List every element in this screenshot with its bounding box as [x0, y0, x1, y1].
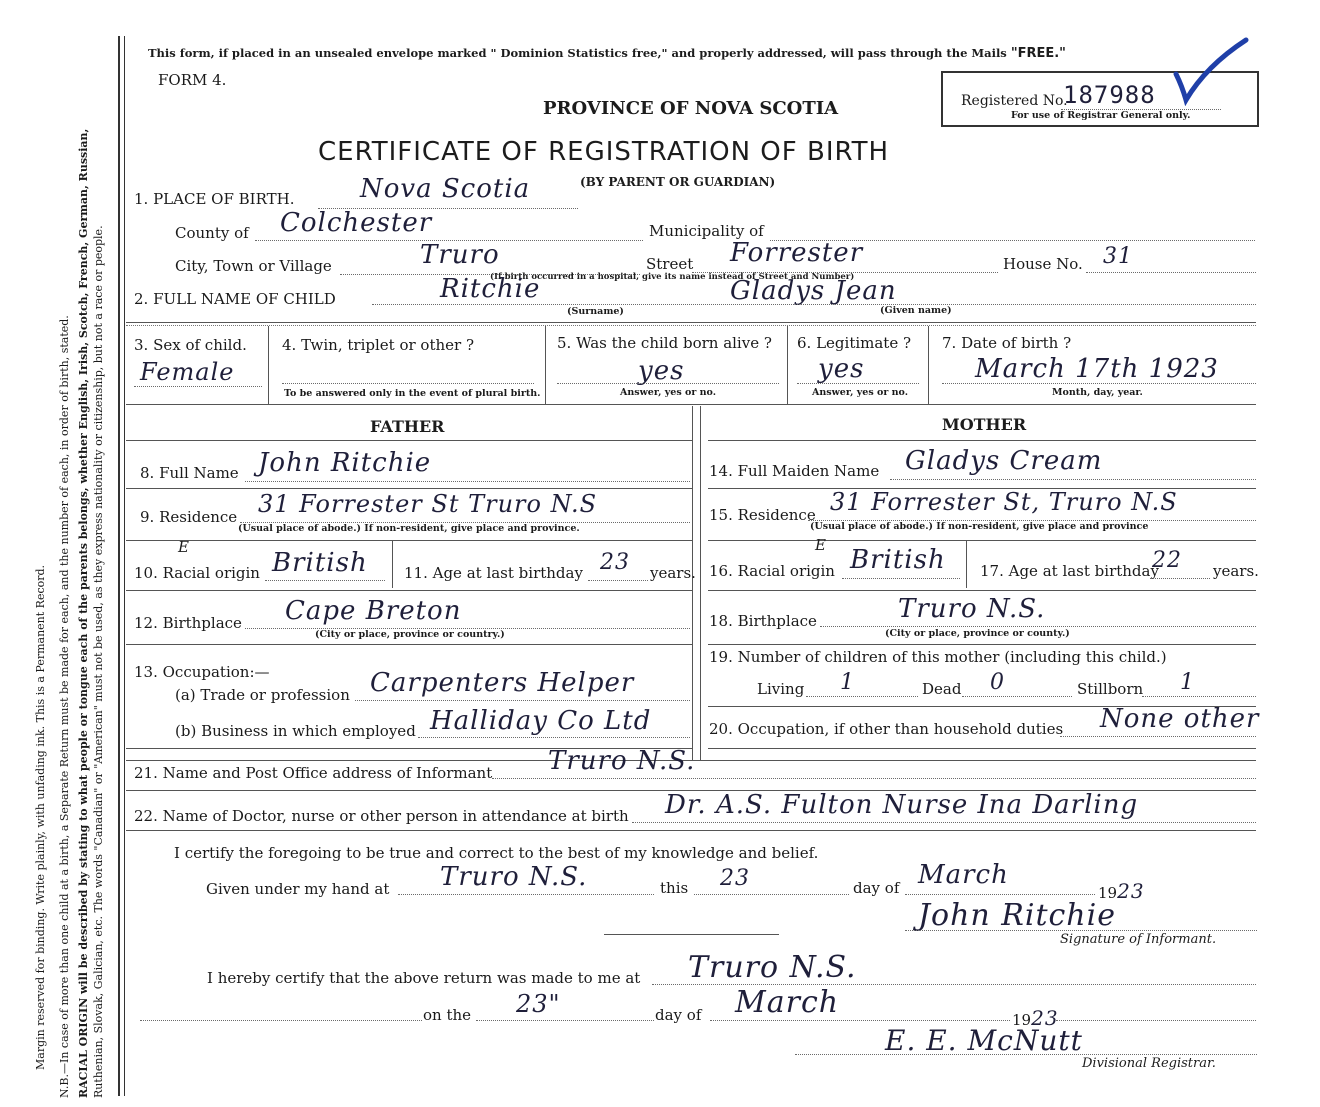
father-age-unit: years. — [650, 564, 696, 582]
father-race-mark: E — [178, 538, 189, 556]
house-label: House No. — [1003, 255, 1083, 273]
year-prefix: 1923 — [1098, 879, 1145, 903]
form-number: FORM 4. — [158, 71, 227, 89]
stillborn-value: 1 — [1180, 670, 1195, 695]
father-heading: FATHER — [370, 417, 445, 436]
binding-rule-inner — [124, 36, 125, 1096]
registrar-use-note: For use of Registrar General only. — [1011, 110, 1191, 121]
dob-label: 7. Date of birth ? — [942, 334, 1072, 352]
father-name-label: 8. Full Name — [140, 464, 239, 482]
registrar-day: 23" — [516, 990, 561, 1018]
mother-race-label: 16. Racial origin — [709, 562, 835, 580]
legit-value: yes — [818, 354, 865, 384]
father-business-value: Halliday Co Ltd — [430, 706, 652, 736]
registrar-statement: I hereby certify that the above return was made to me at — [207, 969, 641, 987]
dob-value: March 17th 1923 — [975, 354, 1219, 384]
mother-race-value: British — [850, 545, 946, 575]
child-given-name: Gladys Jean — [730, 276, 897, 306]
father-trade-label: (a) Trade or profession — [175, 686, 350, 704]
margin-line-1: Ruthenian, Slovak, Galician, etc. The words "Canadian" or "American" must not be used, as they express nationality or citizenship, but not a race or people. — [92, 225, 105, 1098]
given-month: March — [918, 860, 1009, 890]
registrar-month: March — [735, 985, 840, 1020]
legit-caption: Answer, yes or no. — [812, 387, 909, 398]
place-label: 1. PLACE OF BIRTH. — [134, 190, 295, 208]
living-label: Living — [757, 680, 805, 698]
informant-label: 21. Name and Post Office address of Informant — [134, 764, 493, 782]
mother-birthplace-caption: (City or place, province or county.) — [885, 628, 1070, 639]
mother-birthplace-value: Truro N.S. — [898, 594, 1046, 624]
mother-occupation-label: 20. Occupation, if other than household duties — [709, 720, 1064, 738]
mother-occupation-value: None other — [1100, 704, 1260, 734]
father-residence-value: 31 Forrester St Truro N.S — [258, 490, 598, 518]
this-label: this — [660, 879, 689, 897]
given-label: Given under my hand at — [206, 880, 390, 898]
dead-value: 0 — [990, 670, 1005, 695]
surname-caption: (Surname) — [567, 306, 624, 317]
signature-caption: Signature of Informant. — [1060, 932, 1217, 947]
registered-label: Registered No. — [961, 93, 1068, 109]
father-race-value: British — [272, 548, 368, 578]
given-caption: (Given name) — [880, 305, 952, 316]
given-day: 23 — [720, 866, 750, 891]
margin-line-3: N.B.—In case of more than one child at a birth, a Separate Return must be made for each, and the number of each, in order of birth, stated. — [58, 315, 71, 1098]
father-residence-label: 9. Residence — [140, 508, 238, 526]
place-value: Nova Scotia — [360, 174, 531, 204]
informant-value: Truro N.S. — [548, 746, 696, 776]
registrar-signature: E. E. McNutt — [885, 1024, 1083, 1057]
father-birthplace-caption: (City or place, province or country.) — [315, 629, 505, 640]
alive-label: 5. Was the child born alive ? — [557, 334, 772, 352]
mother-children-label: 19. Number of children of this mother (including this child.) — [709, 648, 1167, 666]
dob-caption: Month, day, year. — [1052, 387, 1143, 398]
margin-line-2: RACIAL ORIGIN will be described by stating to what people or tongue each of the parents belongs, whether English, Irish, Scotch, French, German, Russian, — [77, 128, 90, 1098]
mother-residence-value: 31 Forrester St, Truro N.S — [830, 488, 1178, 516]
doctor-label: 22. Name of Doctor, nurse or other person in attendance at birth — [134, 807, 629, 825]
checkmark-icon — [1170, 36, 1252, 106]
father-trade-value: Carpenters Helper — [370, 668, 635, 698]
dead-label: Dead — [922, 680, 962, 698]
father-birthplace-value: Cape Breton — [285, 596, 462, 626]
mother-race-mark: E — [815, 536, 826, 554]
street-value: Forrester — [730, 238, 864, 268]
child-name-label: 2. FULL NAME OF CHILD — [134, 290, 336, 308]
stillborn-label: Stillborn — [1077, 680, 1144, 698]
mother-name-value: Gladys Cream — [905, 446, 1103, 476]
mother-age-label: 17. Age at last birthday — [980, 562, 1159, 580]
mail-notice: This form, if placed in an unsealed envelope marked " Dominion Statistics free," and properly addressed, will pass through the Mails "FREE." — [148, 46, 1066, 61]
living-value: 1 — [840, 670, 855, 695]
county-label: County of — [175, 224, 249, 242]
registrar-place: Truro N.S. — [688, 950, 857, 985]
twin-label: 4. Twin, triplet or other ? — [282, 336, 474, 354]
father-race-label: 10. Racial origin — [134, 564, 260, 582]
mother-residence-label: 15. Residence — [709, 506, 816, 524]
mother-age-value: 22 — [1152, 548, 1182, 573]
legit-label: 6. Legitimate ? — [797, 334, 912, 352]
registered-value: 187988 — [1063, 81, 1156, 109]
county-value: Colchester — [280, 208, 433, 238]
father-business-label: (b) Business in which employed — [175, 722, 416, 740]
given-place: Truro N.S. — [440, 862, 588, 892]
alive-caption: Answer, yes or no. — [620, 387, 717, 398]
father-name-value: John Ritchie — [258, 448, 432, 478]
twin-note: To be answered only in the event of plural birth. — [284, 388, 541, 399]
registrar-caption: Divisional Registrar. — [1082, 1056, 1216, 1071]
father-residence-caption: (Usual place of abode.) If non-resident, give place and province. — [238, 523, 580, 534]
father-age-label: 11. Age at last birthday — [404, 564, 583, 582]
municipality-label: Municipality of — [649, 222, 764, 240]
binding-rule — [118, 36, 120, 1096]
informant-signature: John Ritchie — [918, 898, 1116, 933]
street-label: Street — [646, 255, 694, 273]
mother-birthplace-label: 18. Birthplace — [709, 612, 817, 630]
father-occupation-label: 13. Occupation:— — [134, 663, 270, 681]
mother-residence-caption: (Usual place of abode.) If non-resident, give place and province — [810, 521, 1149, 532]
certify-statement: I certify the foregoing to be true and correct to the best of my knowledge and belief. — [174, 844, 819, 862]
city-label: City, Town or Village — [175, 257, 332, 275]
mother-heading: MOTHER — [942, 415, 1027, 434]
sex-label: 3. Sex of child. — [134, 336, 247, 354]
subtitle: (BY PARENT OR GUARDIAN) — [580, 175, 776, 189]
house-value: 31 — [1103, 244, 1133, 269]
hospital-note: (If birth occurred in a hospital, give its name instead of Street and Number) — [490, 272, 855, 282]
city-value: Truro — [420, 240, 500, 270]
day-of-label: day of — [853, 879, 900, 897]
province-heading: PROVINCE OF NOVA SCOTIA — [543, 98, 839, 119]
registrar-day-of-label: day of — [655, 1006, 702, 1024]
registrar-year: 1923 — [1012, 1006, 1059, 1030]
page-title: CERTIFICATE OF REGISTRATION OF BIRTH — [318, 137, 890, 167]
alive-value: yes — [638, 356, 685, 386]
sex-value: Female — [140, 358, 235, 386]
child-surname: Ritchie — [440, 274, 541, 304]
mother-name-label: 14. Full Maiden Name — [709, 462, 880, 480]
mother-age-unit: years. — [1213, 562, 1259, 580]
father-age-value: 23 — [600, 550, 630, 575]
doctor-value: Dr. A.S. Fulton Nurse Ina Darling — [665, 790, 1139, 820]
on-the-label: on the — [423, 1006, 472, 1024]
margin-line-4: Margin reserved for binding. Write plainly, with unfading ink. This is a Permanent Record. — [34, 564, 47, 1070]
father-birthplace-label: 12. Birthplace — [134, 614, 242, 632]
